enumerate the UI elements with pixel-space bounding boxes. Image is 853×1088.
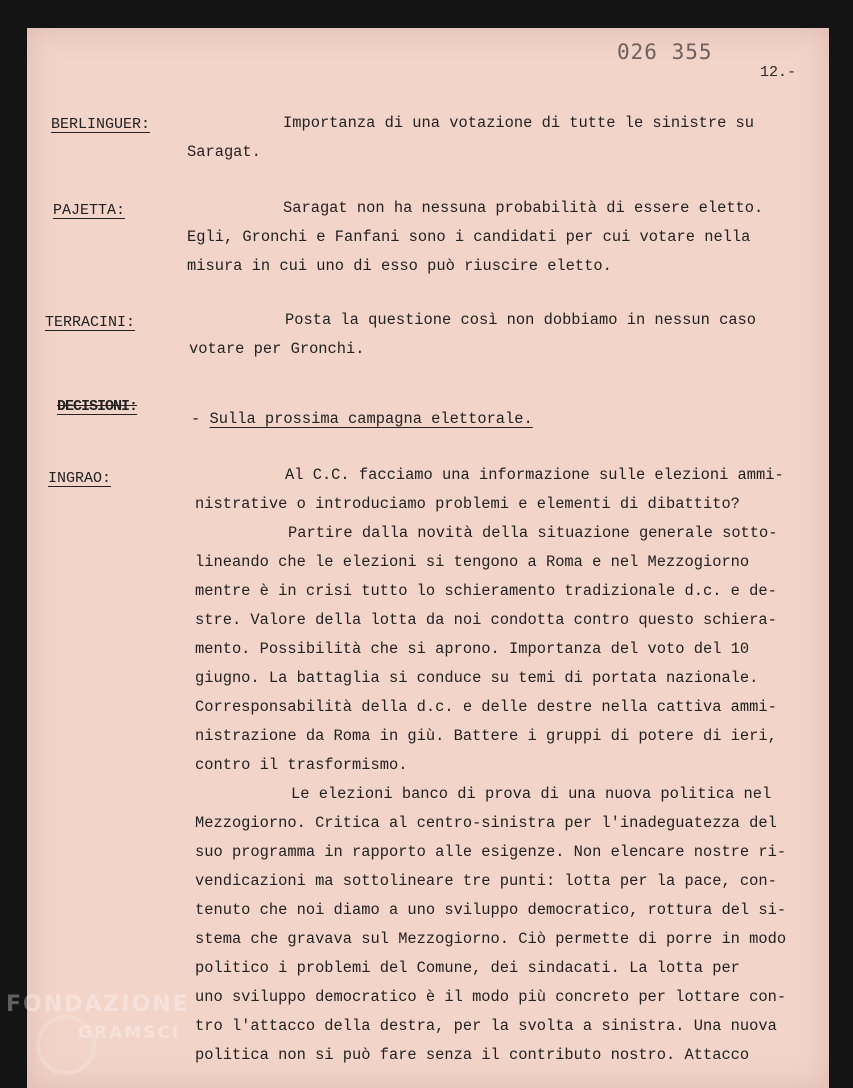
watermark-line2: GRAMSCI bbox=[78, 1023, 181, 1043]
text-line: Partire dalla novità della situazione generale sotto- bbox=[288, 524, 778, 542]
heading-text: Sulla prossima campagna elettorale. bbox=[209, 410, 533, 428]
text-line: Egli, Gronchi e Fanfani sono i candidati per cui votare nella bbox=[187, 228, 751, 246]
text-line: stre. Valore della lotta da noi condotta contro questo schiera- bbox=[195, 611, 777, 629]
text-line: tenuto che noi diamo a uno sviluppo democratico, rottura del si- bbox=[195, 901, 787, 919]
watermark-line1: FONDAZIONE bbox=[6, 992, 190, 1017]
speaker-pajetta: PAJETTA: bbox=[53, 202, 126, 219]
speaker-terracini: TERRACINI: bbox=[45, 314, 136, 331]
text-line: suo programma in rapporto alle esigenze. Non elencare nostre ri- bbox=[195, 843, 787, 861]
text-line: Corresponsabilità della d.c. e delle destre nella cattiva ammi- bbox=[195, 698, 777, 716]
text-line: mentre è in crisi tutto lo schieramento tradizionale d.c. e de- bbox=[195, 582, 777, 600]
text-line: Saragat non ha nessuna probabilità di essere eletto. bbox=[283, 199, 764, 217]
text-line: Al C.C. facciamo una informazione sulle elezioni ammi- bbox=[285, 466, 784, 484]
heading-dash: - bbox=[191, 410, 201, 428]
section-heading bbox=[191, 410, 533, 428]
text-line: Le elezioni banco di prova di una nuova politica nel bbox=[291, 785, 772, 803]
text-line: Importanza di una votazione di tutte le sinistre su bbox=[283, 114, 755, 132]
text-line: Saragat. bbox=[187, 143, 261, 161]
text-line: Mezzogiorno. Critica al centro-sinistra per l'inadeguatezza del bbox=[195, 814, 777, 832]
text-line: Posta la questione così non dobbiamo in nessun caso bbox=[285, 311, 757, 329]
ingrao-text bbox=[195, 461, 786, 1070]
text-line: contro il trasformismo. bbox=[195, 756, 408, 774]
text-line: mento. Possibilità che si aprono. Importanza del voto del 10 bbox=[195, 640, 750, 658]
text-line: misura in cui uno di esso può riuscire eletto. bbox=[187, 257, 612, 275]
text-line: politica non si può fare senza il contributo nostro. Attacco bbox=[195, 1046, 750, 1064]
pajetta-text bbox=[187, 194, 763, 281]
text-line: tro l'attacco della destra, per la svolta a sinistra. Una nuova bbox=[195, 1017, 777, 1035]
text-line: politico i problemi del Comune, dei sindacati. La lotta per bbox=[195, 959, 740, 977]
speaker-decisione: DECISIONI: bbox=[57, 398, 138, 415]
text-line: uno sviluppo democratico è il modo più concreto per lottare con- bbox=[195, 988, 787, 1006]
berlinguer-text bbox=[187, 109, 754, 167]
text-line: stema che gravava sul Mezzogiorno. Ciò permette di porre in modo bbox=[195, 930, 787, 948]
terracini-text bbox=[189, 306, 756, 364]
text-line: giugno. La battaglia si conduce su temi di portata nazionale. bbox=[195, 669, 759, 687]
watermark bbox=[6, 990, 190, 1048]
text-line: lineando che le elezioni si tengono a Roma e nel Mezzogiorno bbox=[195, 553, 750, 571]
text-line: vendicazioni ma sottolineare tre punti: lotta per la pace, con- bbox=[195, 872, 777, 890]
speaker-ingrao: INGRAO: bbox=[48, 470, 112, 487]
text-line: nistrative o introduciamo problemi e elementi di dibattito? bbox=[195, 495, 740, 513]
text-line: votare per Gronchi. bbox=[189, 340, 365, 358]
text-line: nistrazione da Roma in giù. Battere i gruppi di potere di ieri, bbox=[195, 727, 777, 745]
page-number: 12.- bbox=[760, 64, 797, 81]
speaker-berlinguer: BERLINGUER: bbox=[51, 116, 151, 133]
archive-number: 026 355 bbox=[617, 40, 713, 64]
